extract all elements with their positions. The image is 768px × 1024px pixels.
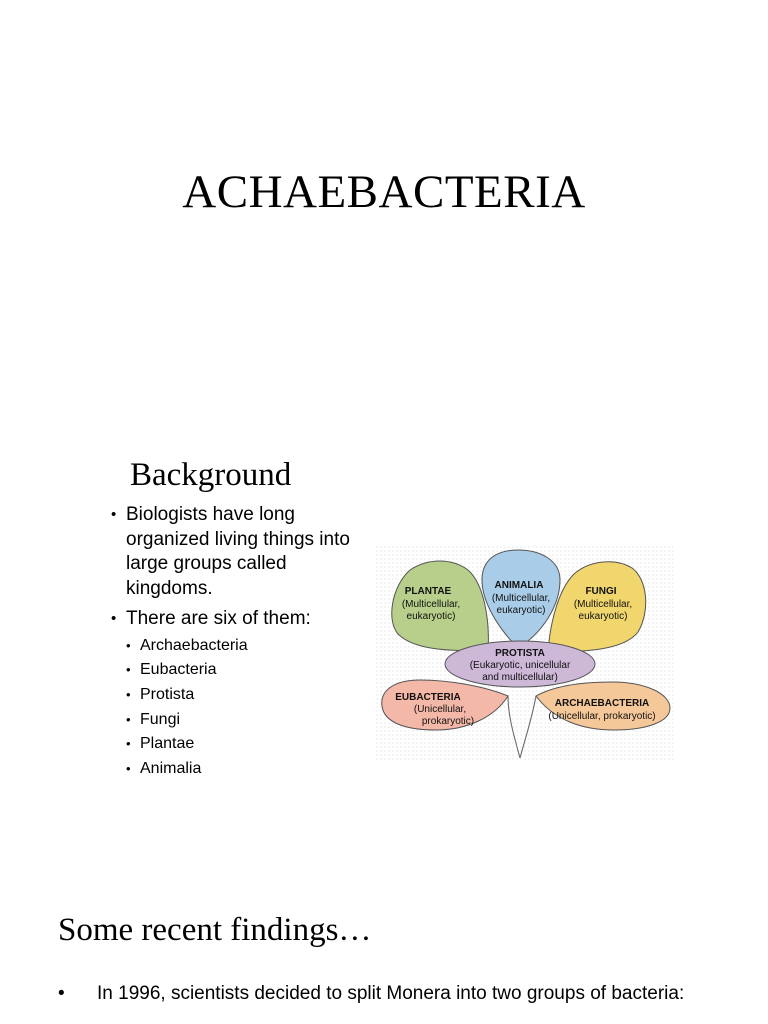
kingdom-list (126, 634, 378, 782)
bullet-dot: • (126, 761, 131, 777)
bullet-dot: • (126, 686, 131, 702)
bullet-text: There are six of them: (126, 608, 311, 629)
kingdom-item (126, 634, 378, 659)
background-heading: Background (130, 457, 292, 493)
bullet-dot: • (58, 983, 65, 1004)
fungi-desc: (Multicellular, (573, 599, 633, 610)
protista-desc: and multicellular) (482, 672, 558, 683)
animalia-desc: (Multicellular, (491, 593, 551, 604)
protista-label: PROTISTA (495, 648, 545, 659)
bullet-dot: • (111, 506, 117, 523)
plantae-label: PLANTAE (404, 586, 452, 597)
fungi-label: FUNGI (585, 586, 617, 597)
bullet-dot: • (126, 637, 131, 653)
bullet-dot: • (111, 610, 117, 627)
bullet-dot: • (126, 662, 131, 678)
kingdom-label: Plantae (140, 735, 195, 753)
animalia-label: ANIMALIA (494, 580, 544, 591)
kingdom-label: Eubacteria (140, 661, 217, 679)
kingdom-item (126, 683, 378, 708)
kingdom-label: Protista (140, 685, 195, 703)
slide-title: ACHAEBACTERIA (182, 166, 586, 218)
eubacteria-desc: (Unicellular, (413, 704, 467, 715)
plantae-desc: eukaryotic) (406, 611, 456, 622)
bullet-item (110, 607, 378, 782)
bullet-text: In 1996, scientists decided to split Monera into two groups of bacteria: (97, 983, 685, 1004)
recent-findings-list (58, 982, 738, 1006)
kingdom-label: Archaebacteria (140, 636, 248, 654)
animalia-desc: eukaryotic) (496, 605, 546, 616)
bullet-item (58, 982, 738, 1006)
bullet-text: Biologists have long organized living things into large groups called kingdoms. (126, 504, 350, 599)
eubacteria-label: EUBACTERIA (395, 692, 461, 703)
protista-desc: (Eukaryotic, unicellular (469, 660, 571, 671)
kingdom-diagram (376, 546, 676, 766)
bullet-dot: • (126, 736, 131, 752)
recent-findings-heading: Some recent findings… (58, 912, 372, 948)
background-bullet-list (110, 503, 378, 788)
kingdom-item (126, 658, 378, 683)
bullet-item (110, 503, 378, 601)
archaebacteria-label: ARCHAEBACTERIA (554, 698, 650, 709)
fungi-desc: eukaryotic) (578, 611, 628, 622)
kingdom-item (126, 757, 378, 782)
kingdom-item (126, 732, 378, 757)
eubacteria-desc: prokaryotic) (421, 716, 475, 727)
kingdom-item (126, 708, 378, 733)
kingdom-label: Animalia (140, 760, 202, 778)
archaebacteria-desc: (Unicellular, prokaryotic) (548, 711, 656, 722)
kingdom-label: Fungi (140, 710, 181, 728)
plantae-desc: (Multicellular, (401, 599, 461, 610)
bullet-dot: • (126, 711, 131, 727)
